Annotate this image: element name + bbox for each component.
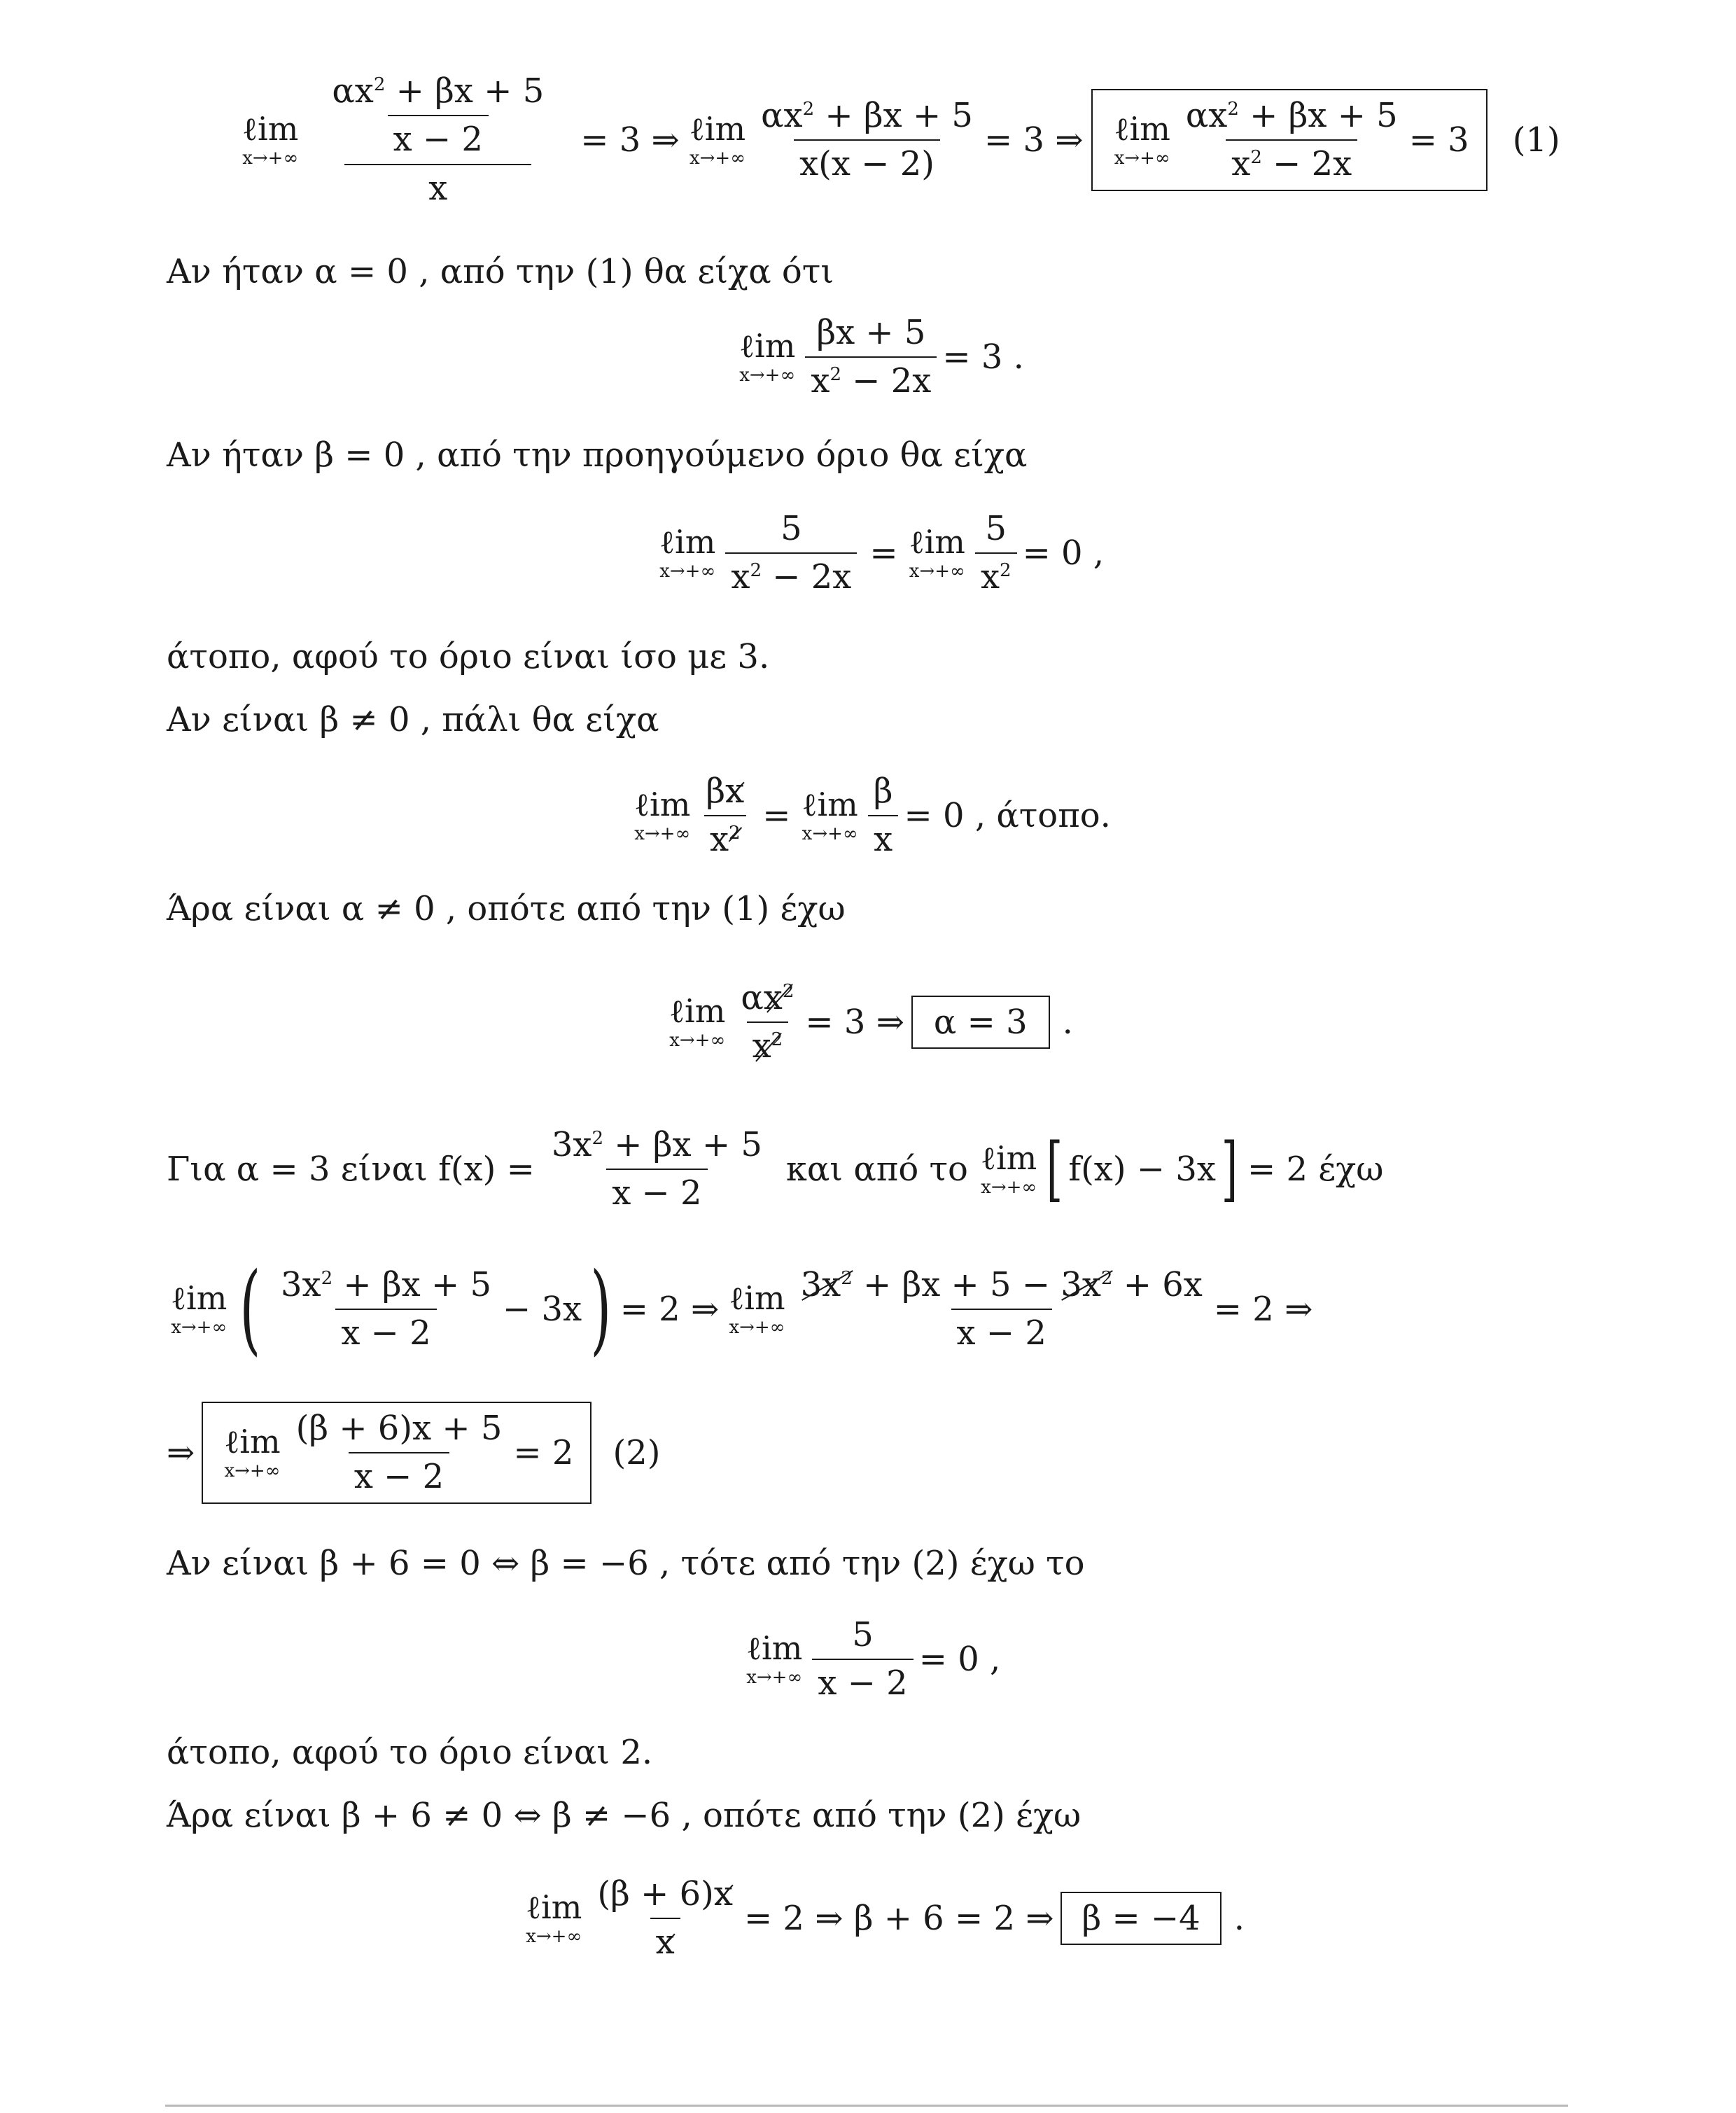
fraction-numerator (315, 72, 561, 163)
operator: = 2 ⇒ (1213, 1290, 1313, 1329)
paragraph: Αν είναι β ≠ 0 , πάλι θα είχα (167, 700, 659, 739)
term: + 6x (1112, 1264, 1203, 1304)
lim-subscript: x→+∞ (1114, 148, 1170, 169)
text: Για α = 3 είναι f(x) = (167, 1150, 535, 1189)
cancelled-exponent: 2 (729, 823, 741, 844)
limit-operator (526, 1888, 582, 1947)
fraction-numerator: 5 (780, 508, 802, 548)
fraction (1180, 97, 1404, 183)
fraction-denominator (704, 815, 746, 859)
equation-3 (655, 504, 1104, 602)
paragraph: Άρα είναι β + 6 ≠ 0 ⇔ β ≠ −6 , οπότε από την (2) έχω (167, 1796, 1082, 1835)
cancelled-term (801, 1266, 853, 1304)
rhs: = 3 (1408, 120, 1469, 160)
limit-operator (242, 110, 299, 169)
fraction-denominator (725, 552, 857, 597)
term: αx (332, 71, 374, 111)
lim-word: ℓim (739, 327, 796, 365)
exponent: 2 (771, 1029, 783, 1050)
operator: = 3 ⇒ (983, 120, 1084, 160)
exponent: 2 (1250, 147, 1262, 168)
right-paren: ) (590, 1252, 612, 1366)
left-paren: ( (239, 1252, 261, 1366)
operator: = 3 ⇒ (580, 120, 680, 160)
term: x (763, 977, 783, 1017)
fraction-numerator (592, 1875, 738, 1918)
equation-label: (1) (1512, 120, 1560, 160)
lim-subscript: x→+∞ (669, 1030, 726, 1051)
exponent: 2 (373, 74, 386, 96)
term: − 2x (762, 557, 852, 597)
equation-2 (735, 308, 1024, 406)
cancelled-term (752, 1027, 783, 1066)
operator: ⇒ (167, 1433, 195, 1472)
equation-label: (2) (612, 1433, 661, 1472)
exponent: 2 (802, 98, 815, 120)
fraction (755, 97, 979, 183)
exponent: 2 (1100, 1267, 1113, 1289)
cancelled-term: x (655, 1923, 675, 1962)
lim-word: ℓim (634, 786, 691, 823)
text: = 2 έχω (1247, 1150, 1384, 1189)
lim-subscript: x→+∞ (802, 823, 858, 844)
fraction-denominator: x (868, 815, 898, 859)
operator: = 2 ⇒ (620, 1290, 720, 1329)
lim-word: ℓim (729, 1279, 785, 1317)
term: − 2x (1261, 144, 1352, 183)
term: (β + 6) (597, 1874, 714, 1913)
limit-operator (980, 1139, 1037, 1198)
equation-7 (167, 1400, 660, 1505)
lim-word: ℓim (980, 1139, 1037, 1177)
term: αx (1185, 95, 1228, 135)
term: + βx + 5 (603, 1124, 762, 1164)
inner-fraction (326, 72, 550, 159)
operator-chain: = 2 ⇒ β + 6 = 2 ⇒ (743, 1899, 1054, 1938)
term: 3x (800, 1264, 841, 1304)
term: x (811, 361, 830, 400)
term: x (709, 820, 729, 859)
exponent: 2 (841, 1267, 853, 1289)
limit-operator (729, 1279, 785, 1338)
term: − 3x (502, 1290, 582, 1329)
fraction-numerator: (β + 6)x + 5 (295, 1408, 503, 1448)
bracket-content: f(x) − 3x (1068, 1150, 1216, 1189)
lim-subscript: x→+∞ (729, 1317, 785, 1338)
equation-8 (742, 1610, 1000, 1708)
term: − 2x (841, 361, 932, 400)
fraction-numerator (275, 1266, 497, 1309)
lim-subscript: x→+∞ (171, 1317, 227, 1338)
fraction-denominator (1226, 139, 1357, 183)
paragraph: Αν είναι β + 6 = 0 ⇔ β = −6 , τότε από την (2) έχω το (167, 1544, 1085, 1583)
fraction-denominator: x − 2 (812, 1659, 913, 1703)
paragraph: Αν ήταν α = 0 , από την (1) θα είχα ότι (167, 252, 834, 291)
fraction-numerator: 5 (985, 508, 1007, 548)
limit-operator (1114, 110, 1170, 169)
boxed-result-2 (202, 1402, 592, 1504)
fraction-denominator: x(x − 2) (794, 139, 940, 183)
equation-6 (167, 1239, 1312, 1379)
footer-rule (165, 2105, 1568, 2107)
exponent: 2 (750, 560, 762, 581)
operator: = (869, 534, 898, 573)
lim-word: ℓim (802, 786, 858, 823)
fraction-numerator (755, 97, 979, 139)
fraction-denominator (805, 356, 937, 400)
right-bracket: ] (1221, 1128, 1238, 1210)
paragraph: άτοπο, αφού το όριο είναι ίσο με 3. (167, 637, 770, 676)
fraction-denominator (975, 552, 1017, 597)
boxed-result-1 (1091, 89, 1487, 191)
lim-subscript: x→+∞ (981, 1177, 1037, 1198)
limit-operator (689, 110, 746, 169)
term: x (1231, 144, 1251, 183)
lim-word: ℓim (224, 1423, 281, 1460)
lim-subscript: x→+∞ (746, 1667, 803, 1688)
lim-word: ℓim (669, 992, 726, 1030)
fraction (290, 1409, 508, 1496)
limit-operator (746, 1629, 803, 1688)
term: 3x (551, 1124, 592, 1164)
equation-4 (630, 763, 1111, 868)
cancelled-term (764, 979, 794, 1017)
limit-operator (739, 327, 796, 386)
boxed-result-beta: β = −4 (1060, 1892, 1221, 1945)
fraction (546, 1126, 768, 1213)
limit-operator (659, 523, 716, 582)
fraction (975, 510, 1017, 597)
term: + βx + 5 (1238, 95, 1398, 135)
equation-1 (238, 70, 1560, 210)
compound-fraction (315, 72, 561, 208)
lim-subscript: x→+∞ (689, 148, 746, 169)
lim-word: ℓim (659, 523, 716, 561)
term: 3x (1060, 1264, 1101, 1304)
limit-operator (802, 788, 858, 843)
fraction-numerator: 5 (852, 1615, 874, 1654)
term: x (980, 557, 1000, 597)
lim-subscript: x→+∞ (242, 148, 299, 169)
lim-word: ℓim (526, 1888, 582, 1926)
fraction-denominator (650, 1918, 680, 1962)
exponent: 2 (321, 1267, 333, 1289)
fraction (805, 314, 937, 400)
lim-subscript: x→+∞ (224, 1460, 281, 1481)
rhs: = 0 , (1022, 534, 1105, 573)
lim-subscript: x→+∞ (526, 1926, 582, 1947)
equation-5 (665, 966, 1073, 1078)
fraction-numerator (735, 979, 799, 1021)
term: β (706, 771, 726, 811)
cancelled-term (1060, 1266, 1112, 1304)
lim-word: ℓim (689, 110, 746, 148)
fraction-denominator: x − 2 (349, 1452, 449, 1496)
boxed-result-alpha: α = 3 (911, 996, 1050, 1049)
operator: = (762, 796, 791, 835)
paragraph: Άρα είναι α ≠ 0 , οπότε από την (1) έχω (167, 889, 846, 928)
fraction-numerator (795, 1266, 1208, 1309)
term: + βx + 5 − (852, 1264, 1061, 1304)
term: + βx + 5 (332, 1264, 491, 1304)
cancelled-term: x (713, 1874, 733, 1913)
lim-word: ℓim (746, 1629, 803, 1667)
exponent: 2 (830, 364, 841, 385)
rhs: = 0 , (918, 1640, 1001, 1679)
fraction (592, 1875, 738, 1962)
limit-operator (171, 1279, 227, 1338)
exponent: 2 (1000, 560, 1011, 581)
term: αx (761, 95, 803, 135)
exponent: 2 (782, 980, 794, 1002)
term: x (752, 1026, 771, 1066)
fraction-denominator: x − 2 (951, 1309, 1052, 1353)
fraction-denominator: x (344, 164, 531, 208)
exponent: 2 (1227, 98, 1239, 120)
fraction (700, 772, 750, 859)
fraction-denominator: x − 2 (335, 1309, 436, 1353)
fraction-numerator (700, 772, 750, 815)
lim-subscript: x→+∞ (659, 561, 716, 582)
fraction-numerator: βx + 5 (816, 312, 926, 352)
fraction (725, 510, 857, 597)
term: + βx + 5 (814, 95, 973, 135)
paragraph: άτοπο, αφού το όριο είναι 2. (167, 1733, 653, 1772)
text: και από το (785, 1150, 968, 1189)
lim-word: ℓim (909, 523, 965, 561)
term: x (731, 557, 750, 597)
paragraph-with-math (167, 1120, 1383, 1218)
lim-word: ℓim (171, 1279, 227, 1317)
fraction-denominator (747, 1021, 789, 1066)
term: α (741, 977, 764, 1017)
period: . (1062, 1003, 1073, 1042)
cancelled-term: x (725, 771, 745, 811)
fraction (868, 772, 899, 859)
lim-subscript: x→+∞ (909, 561, 965, 582)
limit-operator (634, 788, 690, 843)
inner-numerator (326, 72, 550, 115)
rhs: = 3 . (942, 337, 1024, 377)
period: . (1233, 1899, 1245, 1938)
lim-subscript: x→+∞ (739, 365, 796, 386)
fraction (795, 1266, 1208, 1353)
limit-operator (224, 1425, 280, 1480)
rhs: = 2 (513, 1433, 574, 1472)
fraction-numerator: β (873, 771, 893, 811)
fraction-numerator (546, 1126, 768, 1169)
operator: = 3 ⇒ (805, 1003, 904, 1042)
fraction (812, 1616, 913, 1703)
fraction (275, 1266, 497, 1353)
fraction-denominator: x − 2 (606, 1169, 707, 1213)
inner-denominator: x − 2 (388, 115, 489, 159)
lim-word: ℓim (1114, 110, 1170, 148)
term: 3x (281, 1264, 321, 1304)
equation-9 (522, 1862, 1245, 1974)
paragraph: Αν ήταν β = 0 , από την προηγούμενο όριο θα είχα (167, 435, 1028, 475)
left-bracket: [ (1046, 1128, 1063, 1210)
limit-operator (909, 523, 965, 582)
fraction (735, 979, 799, 1066)
fraction-numerator (1180, 97, 1404, 139)
rhs: = 0 , άτοπο. (904, 796, 1111, 835)
exponent: 2 (592, 1127, 604, 1149)
lim-word: ℓim (242, 110, 299, 148)
lim-subscript: x→+∞ (634, 823, 691, 844)
limit-operator (669, 992, 726, 1051)
term: + βx + 5 (385, 71, 545, 111)
